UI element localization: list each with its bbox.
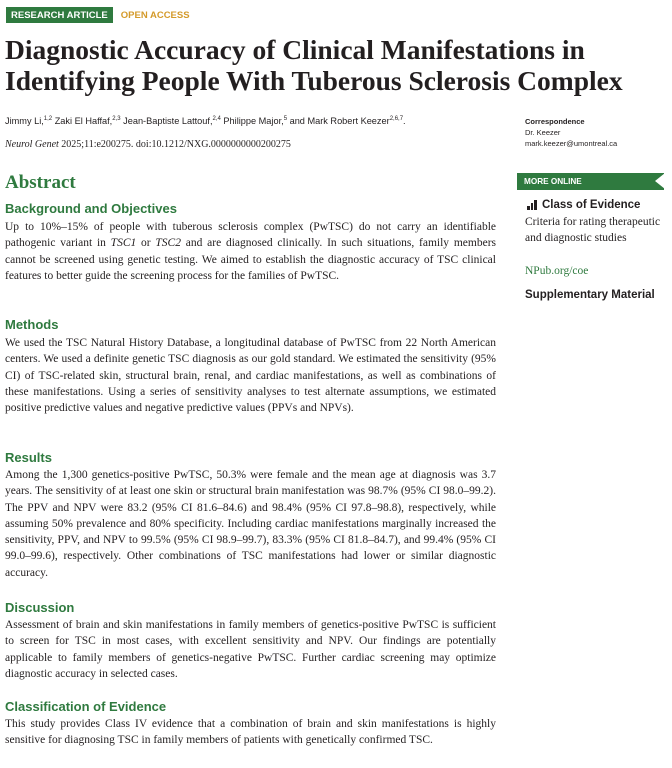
bar-chart-icon — [527, 200, 537, 210]
article-tags — [6, 7, 190, 23]
methods-paragraph: We used the TSC Natural History Database, a longitudinal database of PwTSC from 22 North American centers. We used a definite genetic TSC diagnosis as our gold standard. We estimated the sensitivity (95% CI) of TSC-related skin, structural brain, renal, and cardiac manifestations, as well as combinations of these manifestations. Using a series of sensitivity analyses to test alternate assumptions, we estimated positive predictive values and negative predictive values (PPVs and NPVs). — [5, 337, 496, 415]
author-name[interactable]: and Mark Robert Keezer — [287, 116, 390, 127]
citation-details[interactable]: 2025;11:e200275. doi:10.1212/NXG.0000000000200275 — [58, 139, 291, 150]
methods-heading: Methods — [5, 317, 59, 332]
class-of-evidence-link[interactable] — [527, 199, 640, 211]
author-name[interactable]: Philippe Major, — [220, 116, 284, 127]
author-affiliation: 1,2 — [43, 116, 53, 122]
background-paragraph: Up to 10%–15% of people with tuberous sclerosis complex (PwTSC) do not carry an identifiable pathogenic variant in TSC1 or TSC2 and are diagnosed clinically. In such situations, family members cannot be screened using genetic testing. We aimed to establish the diagnostic accuracy of TSC clinical features to better guide the screening process for the families of PwTSC. — [5, 221, 496, 282]
author-name[interactable]: Zaki El Haffaf, — [52, 116, 113, 127]
correspondence-name: Dr. Keezer — [525, 128, 561, 137]
author-list — [5, 116, 505, 126]
author-affiliation: 2,4 — [212, 116, 221, 122]
author-affiliation: 2,3 — [112, 116, 121, 122]
discussion-paragraph: Assessment of brain and skin manifestations in family members of genetics-positive PwTSC is sufficient to screen for TSC in most cases, with excellent sensitivity and NPV. Our findings are potentially applicable to family members of genetics-negative PwTSC. Further cardiac screening may optimize diagnostic accuracy in selected cases. — [5, 619, 496, 680]
discussion-heading: Discussion — [5, 600, 75, 615]
classification-heading: Classification of Evidence — [5, 699, 167, 714]
gene-name: TSC2 — [155, 237, 181, 250]
correspondence-label: Correspondence — [525, 117, 585, 126]
correspondence-block — [525, 116, 617, 149]
supplementary-material-link[interactable]: Supplementary Material — [525, 289, 655, 301]
author-list-end: . — [403, 116, 406, 127]
background-heading: Background and Objectives — [5, 201, 177, 216]
journal-name: Neurol Genet — [5, 139, 59, 150]
class-of-evidence-url[interactable]: NPub.org/coe — [525, 265, 589, 277]
results-paragraph: Among the 1,300 genetics-positive PwTSC, 50.3% were female and the mean age at diagnosis was 3.7 years. The sensitivity of at least one skin or structural brain manifestation was 98.7% (95% CI 98.0–99.2). The PPV and NPV were 83.2 (95% CI 81.6–84.6) and 98.4% (95% CI 97.8–98.8), respectively, while assuming 50% prevalence and 80% specificity. Including cardiac manifestations marginally increased the sensitivity, PPV, and NPV to 99.5% (95% CI 98.9–99.7), 83.3% (95% CI 81.8–84.7), and 99.4% (95% CI 99.0–99.6), respectively. Other combinations of TSC manifestations had lower or similar diagnostic accuracy. — [5, 469, 496, 579]
author-affiliation: 2,6,7 — [389, 116, 404, 122]
classification-paragraph: This study provides Class IV evidence that a combination of brain and skin manifestations is highly sensitive for diagnosing TSC in family members of patients with genetically confirmed TSC. — [5, 718, 496, 747]
open-access-badge: OPEN ACCESS — [120, 9, 190, 21]
abstract-heading: Abstract — [5, 172, 76, 193]
author-affiliation: 5 — [283, 116, 288, 122]
gene-name: TSC1 — [110, 237, 137, 250]
class-of-evidence-title: Class of Evidence — [542, 199, 641, 211]
correspondence-email[interactable]: mark.keezer@umontreal.ca — [525, 139, 618, 148]
article-title: Diagnostic Accuracy of Clinical Manifestations in Identifying People With Tuberous Sclerosis Complex — [5, 34, 623, 96]
author-name[interactable]: Jimmy Li, — [5, 116, 44, 127]
author-name[interactable]: Jean-Baptiste Lattouf, — [120, 116, 213, 127]
more-online-banner: MORE ONLINE — [517, 173, 664, 190]
article-type-badge: RESEARCH ARTICLE — [6, 7, 113, 23]
citation-line — [5, 139, 291, 150]
results-heading: Results — [5, 450, 52, 465]
class-of-evidence-description: Criteria for rating therapeutic and diagnostic studies — [525, 216, 661, 244]
